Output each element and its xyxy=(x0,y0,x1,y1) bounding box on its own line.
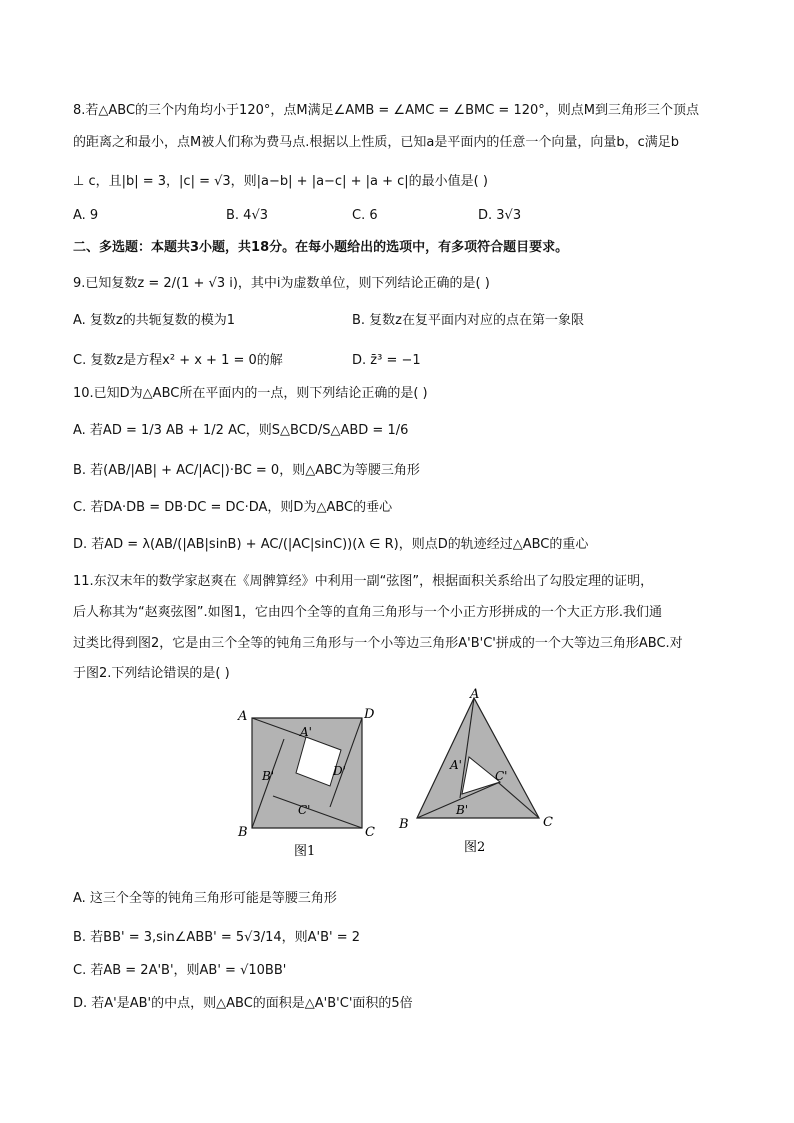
fig2-label-a-prime: A' xyxy=(450,758,462,772)
q11-line-2: 后人称其为“赵爽弦图”.如图1，它由四个全等的直角三角形与一个小正方形拼成的一个大正方形.我们通 xyxy=(73,605,663,620)
q10-stem: 10.已知D为△ABC所在平面内的一点，则下列结论正确的是( ) xyxy=(73,386,428,401)
q8-line-2: 的距离之和最小，点M被人们称为费马点.根据以上性质，已知a是平面内的任意一个向量，向量b，c满足b xyxy=(73,135,679,150)
fig2-label-b: B xyxy=(399,817,409,832)
section-heading-multiple-choice: 二、多选题：本题共3小题，共18分。在每小题给出的选项中，有多项符合题目要求。 xyxy=(73,240,569,255)
fig2-label-c: C xyxy=(543,815,553,830)
q11-option-a: A. 这三个全等的钝角三角形可能是等腰三角形 xyxy=(73,891,337,906)
fig1-label-c-prime: C' xyxy=(298,803,311,817)
q11-line-3: 过类比得到图2，它是由三个全等的钝角三角形与一个小等边三角形A'B'C'拼成的一个大等边三角形ABC.对 xyxy=(73,636,683,651)
q8-line-3: ⊥ c，且|b| = 3，|c| = √3，则|a−b| + |a−c| + |a + c|的最小值是( ) xyxy=(73,174,488,189)
q9-option-a: A. 复数z的共轭复数的模为1 xyxy=(73,313,236,328)
fig2-label-c-prime: C' xyxy=(495,769,508,783)
q8-line-1: 8.若△ABC的三个内角均小于120°，点M满足∠AMB = ∠AMC = ∠BMC = 120°，则点M到三角形三个顶点 xyxy=(73,103,699,118)
q8-option-b: B. 4√3 xyxy=(226,208,269,223)
fig2-label-b-prime: B' xyxy=(456,803,469,817)
figure-2-equilateral-diagram xyxy=(392,685,562,857)
q9-option-d: D. z̄³ = −1 xyxy=(352,353,421,368)
big-triangle xyxy=(417,698,539,818)
q11-option-d: D. 若A'是AB'的中点，则△ABC的面积是△A'B'C'面积的5倍 xyxy=(73,996,413,1011)
fig1-label-d: D xyxy=(364,707,375,722)
q8-option-c: C. 6 xyxy=(352,208,378,223)
q8-option-d: D. 3√3 xyxy=(478,208,522,223)
q11-line-4: 于图2.下列结论错误的是( ) xyxy=(73,666,230,681)
q10-option-a: A. 若AD = 1/3 AB + 1/2 AC，则S△BCD/S△ABD = 1/6 xyxy=(73,423,409,438)
q10-option-d: D. 若AD = λ(AB/(|AB|sinB) + AC/(|AC|sinC))(λ ∈ R)，则点D的轨迹经过△ABC的重心 xyxy=(73,537,589,552)
fig1-label-a: A xyxy=(238,709,248,724)
fig1-label-d-prime: D' xyxy=(333,764,346,778)
q11-line-1: 11.东汉末年的数学家赵爽在《周髀算经》中利用一副“弦图”，根据面积关系给出了勾股定理的证明， xyxy=(73,574,654,589)
q8-option-a: A. 9 xyxy=(73,208,99,223)
q10-option-c: C. 若DA·DB = DB·DC = DC·DA，则D为△ABC的垂心 xyxy=(73,500,393,515)
fig1-label-b: B xyxy=(238,825,248,840)
q11-option-c: C. 若AB = 2A'B'，则AB' = √10BB' xyxy=(73,963,287,978)
figure-1-zhao-shuang-diagram xyxy=(228,700,388,865)
fig1-label-c: C xyxy=(365,825,375,840)
q9-option-b: B. 复数z在复平面内对应的点在第一象限 xyxy=(352,313,585,328)
q9-option-c: C. 复数z是方程x² + x + 1 = 0的解 xyxy=(73,353,283,368)
fig1-caption: 图1 xyxy=(294,844,316,859)
q9-stem: 9.已知复数z = 2/(1 + √3 i)，其中i为虚数单位，则下列结论正确的是( ) xyxy=(73,276,490,291)
fig1-label-a-prime: A' xyxy=(300,725,312,739)
fig2-label-a: A xyxy=(470,687,480,702)
q10-option-b: B. 若(AB/|AB| + AC/|AC|)·BC = 0，则△ABC为等腰三角形 xyxy=(73,463,420,478)
q11-option-b: B. 若BB' = 3,sin∠ABB' = 5√3/14，则A'B' = 2 xyxy=(73,930,361,945)
fig2-caption: 图2 xyxy=(464,840,486,855)
fig1-label-b-prime: B' xyxy=(262,769,275,783)
